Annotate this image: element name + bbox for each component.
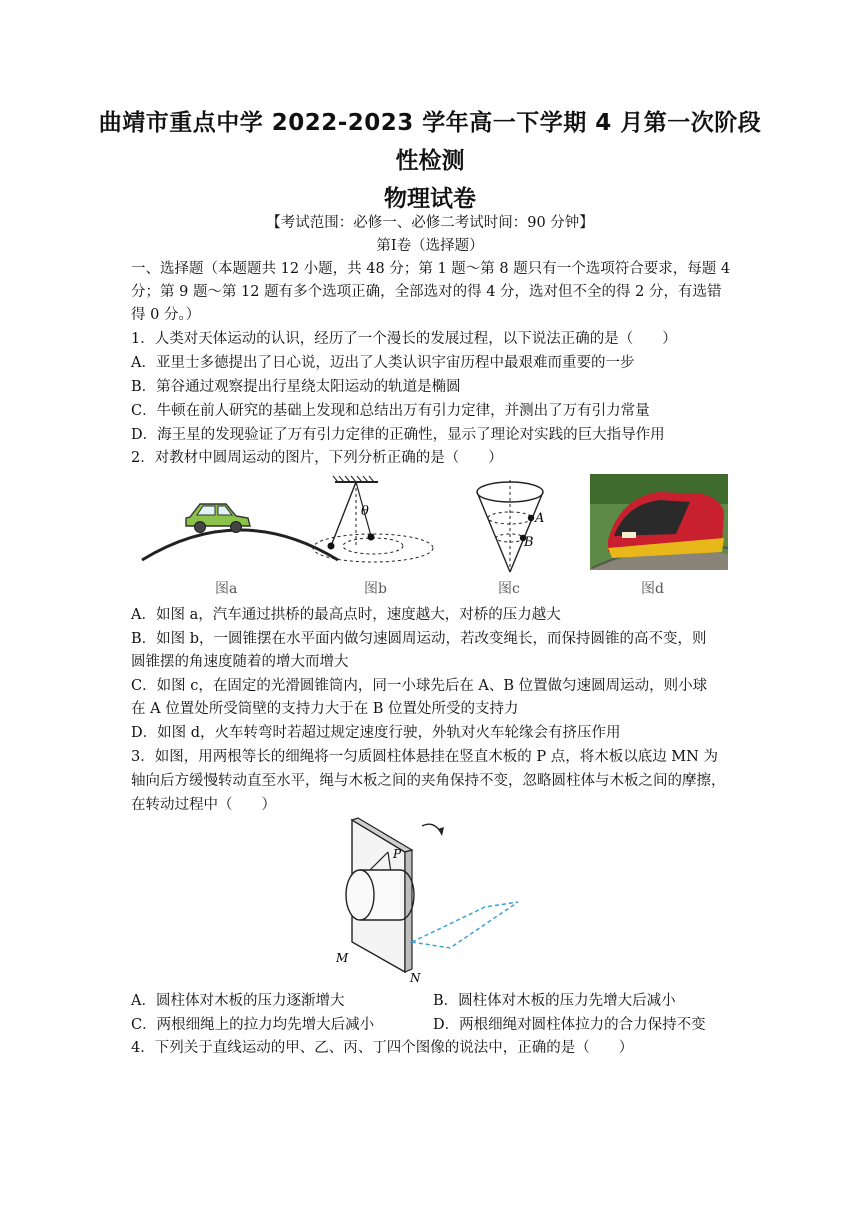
question-2-option-line: 圆锥摆的角速度随着的增大而增大 bbox=[131, 654, 349, 670]
figure-a-label: 图a bbox=[215, 581, 238, 597]
question-2-option-line: C．如图 c，在固定的光滑圆锥筒内，同一小球先后在 A、B 位置做匀速圆周运动，则小球 bbox=[131, 678, 708, 694]
figure-b-angle-label: θ bbox=[361, 504, 369, 519]
section-intro-line: 得 0 分。） bbox=[131, 307, 201, 323]
section-intro-line: 一、选择题（本题题共 12 小题，共 48 分；第 1 题～第 8 题只有一个选项符合要求，每题 4 bbox=[131, 261, 731, 277]
figure-c-point-a: A bbox=[535, 511, 545, 526]
question-3-option-a: A．圆柱体对木板的压力逐渐增大 bbox=[131, 993, 345, 1009]
question-1-option-a: A．亚里士多德提出了日心说，迈出了人类认识宇宙历程中最艰难而重要的一步 bbox=[131, 355, 635, 371]
question-2-figures bbox=[130, 472, 730, 602]
question-3-stem-line: 在转动过程中（ ） bbox=[131, 797, 276, 813]
exam-scope: 【考试范围：必修一、必修二考试时间：90 分钟】 bbox=[266, 215, 594, 231]
question-3-option-c: C．两根细绳上的拉力均先增大后减小 bbox=[131, 1017, 375, 1033]
question-1-option-d: D．海王星的发现验证了万有引力定律的正确性，显示了理论对实践的巨大指导作用 bbox=[131, 427, 665, 443]
exam-title-line1: 曲靖市重点中学 2022-2023 学年高一下学期 4 月第一次阶段 bbox=[98, 110, 762, 136]
figure-3-point-m: M bbox=[336, 951, 349, 965]
question-2-option-line: A．如图 a，汽车通过拱桥的最高点时，速度越大，对桥的压力越大 bbox=[131, 607, 561, 623]
figure-3-point-p: P bbox=[393, 847, 402, 861]
question-2-option-line: B．如图 b，一圆锥摆在水平面内做匀速圆周运动，若改变绳长，而保持圆锥的高不变，则 bbox=[131, 631, 707, 647]
figure-d-train-photo bbox=[590, 474, 728, 597]
question-3-option-b: B．圆柱体对木板的压力先增大后减小 bbox=[433, 993, 676, 1009]
figure-c-cone bbox=[477, 480, 544, 597]
question-2-option-line: D．如图 d，火车转弯时若超过规定速度行驶，外轨对火车轮缘会有挤压作用 bbox=[131, 725, 621, 741]
figure-b-conical-pendulum bbox=[313, 476, 433, 597]
figure-c-label: 图c bbox=[498, 581, 520, 597]
question-1-stem: 1．人类对天体运动的认识，经历了一个漫长的发展过程，以下说法正确的是（ ） bbox=[131, 331, 677, 347]
question-3-stem-line: 3．如图，用两根等长的细绳将一匀质圆柱体悬挂在竖直木板的 P 点，将木板以底边 MN 为 bbox=[131, 749, 718, 765]
subject-title: 物理试卷 bbox=[384, 186, 476, 212]
question-4-stem: 4．下列关于直线运动的甲、乙、丙、丁四个图像的说法中，正确的是（ ） bbox=[131, 1040, 634, 1056]
volume-heading: 第Ⅰ卷（选择题） bbox=[376, 238, 484, 254]
figure-b-label: 图b bbox=[364, 581, 387, 597]
exam-title-line2: 性检测 bbox=[395, 148, 465, 174]
question-3-figure bbox=[330, 812, 530, 982]
question-1-option-b: B．第谷通过观察提出行星绕太阳运动的轨道是椭圆 bbox=[131, 379, 461, 395]
figure-c-point-b: B bbox=[524, 535, 534, 550]
figure-3-point-n: N bbox=[410, 971, 421, 982]
section-intro-line: 分；第 9 题～第 12 题有多个选项正确，全部选对的得 4 分，选对但不全的得 2 分，有选错 bbox=[131, 284, 722, 300]
question-2-option-line: 在 A 位置处所受筒壁的支持力大于在 B 位置处所受的支持力 bbox=[131, 701, 519, 717]
question-2-stem: 2．对教材中圆周运动的图片，下列分析正确的是（ ） bbox=[131, 450, 503, 466]
figure-a-car-on-bridge bbox=[142, 504, 338, 597]
figure-d-label: 图d bbox=[641, 581, 664, 597]
question-3-stem-line: 轴向后方缓慢转动直至水平，绳与木板之间的夹角保持不变，忽略圆柱体与木板之间的摩擦， bbox=[131, 773, 726, 789]
question-3-option-d: D．两根细绳对圆柱体拉力的合力保持不变 bbox=[433, 1017, 706, 1033]
question-1-option-c: C．牛顿在前人研究的基础上发现和总结出万有引力定律，并测出了万有引力常量 bbox=[131, 403, 650, 419]
